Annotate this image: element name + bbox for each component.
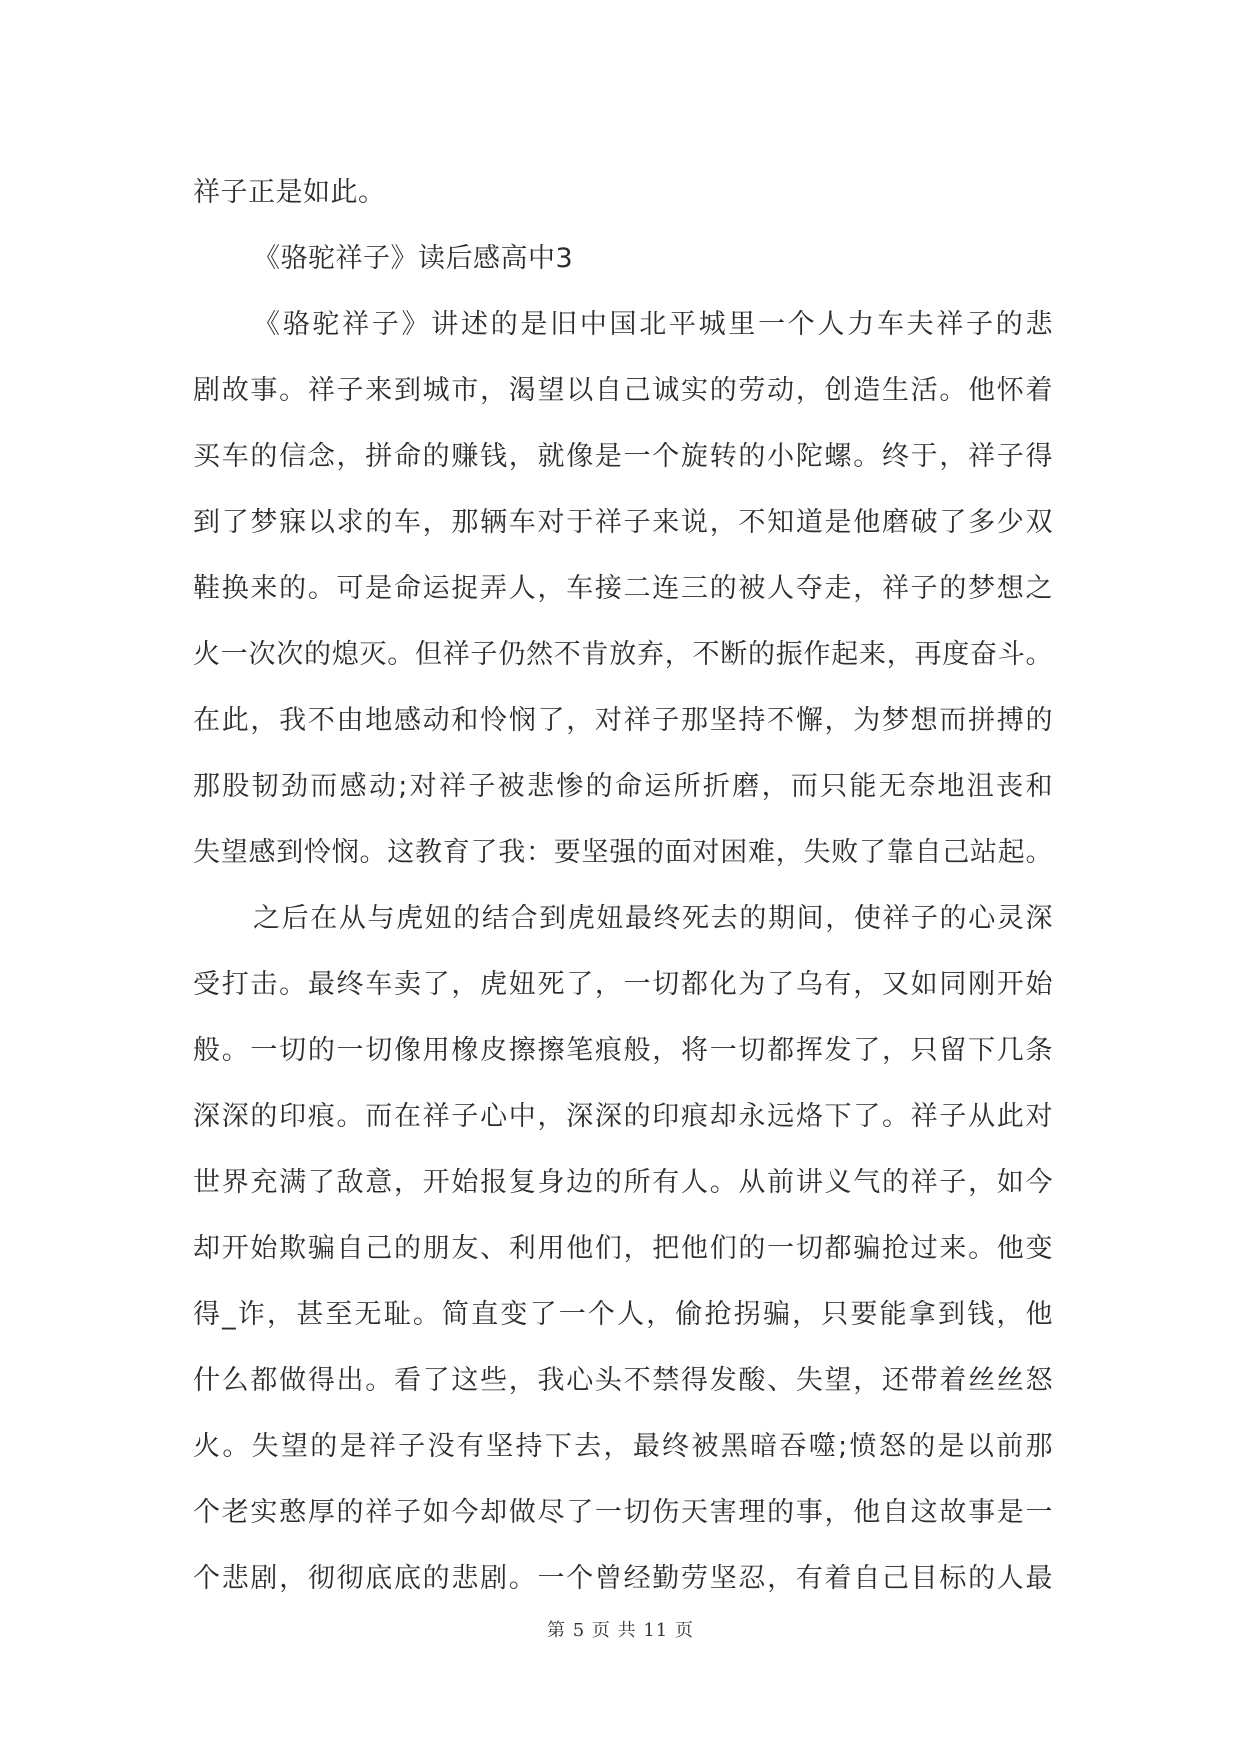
text-line: 买车的信念，拼命的赚钱，就像是一个旋转的小陀螺。终于，祥子得 xyxy=(193,441,1053,472)
text-line: 却开始欺骗自己的朋友、利用他们，把他们的一切都骗抢过来。他变 xyxy=(193,1233,1053,1264)
text-line: 世界充满了敌意，开始报复身边的所有人。从前讲义气的祥子，如今 xyxy=(193,1167,1053,1198)
section-heading: 《骆驼祥子》读后感高中3 xyxy=(253,243,574,274)
text-line: 那股韧劲而感动;对祥子被悲惨的命运所折磨，而只能无奈地沮丧和 xyxy=(193,771,1053,802)
text-line: 受打击。最终车卖了，虎妞死了，一切都化为了乌有，又如同刚开始 xyxy=(193,969,1053,1000)
paragraph-first-line: 之后在从与虎妞的结合到虎妞最终死去的期间，使祥子的心灵深 xyxy=(253,903,1053,934)
text-line: 在此，我不由地感动和怜悯了，对祥子那坚持不懈，为梦想而拼搏的 xyxy=(193,705,1053,736)
paragraph-first-line: 《骆驼祥子》讲述的是旧中国北平城里一个人力车夫祥子的悲 xyxy=(253,309,1053,340)
text-line: 鞋换来的。可是命运捉弄人，车接二连三的被人夺走，祥子的梦想之 xyxy=(193,573,1053,604)
text-line: 剧故事。祥子来到城市，渴望以自己诚实的劳动，创造生活。他怀着 xyxy=(193,375,1053,406)
text-line: 失望感到怜悯。这教育了我：要坚强的面对困难，失败了靠自己站起。 xyxy=(193,837,1053,868)
text-line: 个悲剧，彻彻底底的悲剧。一个曾经勤劳坚忍，有着自己目标的人最 xyxy=(193,1563,1053,1594)
text-line: 深深的印痕。而在祥子心中，深深的印痕却永远烙下了。祥子从此对 xyxy=(193,1101,1053,1132)
text-line: 祥子正是如此。 xyxy=(193,177,386,208)
text-line: 得_诈，甚至无耻。简直变了一个人，偷抢拐骗，只要能拿到钱，他 xyxy=(193,1299,1053,1330)
text-line: 般。一切的一切像用橡皮擦擦笔痕般，将一切都挥发了，只留下几条 xyxy=(193,1035,1053,1066)
text-line: 火。失望的是祥子没有坚持下去，最终被黑暗吞噬;愤怒的是以前那 xyxy=(193,1431,1053,1462)
text-line: 火一次次的熄灭。但祥子仍然不肯放弃，不断的振作起来，再度奋斗。 xyxy=(193,639,1053,670)
text-line: 什么都做得出。看了这些，我心头不禁得发酸、失望，还带着丝丝怒 xyxy=(193,1365,1053,1396)
text-line: 到了梦寐以求的车，那辆车对于祥子来说，不知道是他磨破了多少双 xyxy=(193,507,1053,538)
text-line: 个老实憨厚的祥子如今却做尽了一切伤天害理的事，他自这故事是一 xyxy=(193,1497,1053,1528)
document-body xyxy=(193,160,1053,1612)
page-number-footer: 第 5 页 共 11 页 xyxy=(547,1620,694,1641)
